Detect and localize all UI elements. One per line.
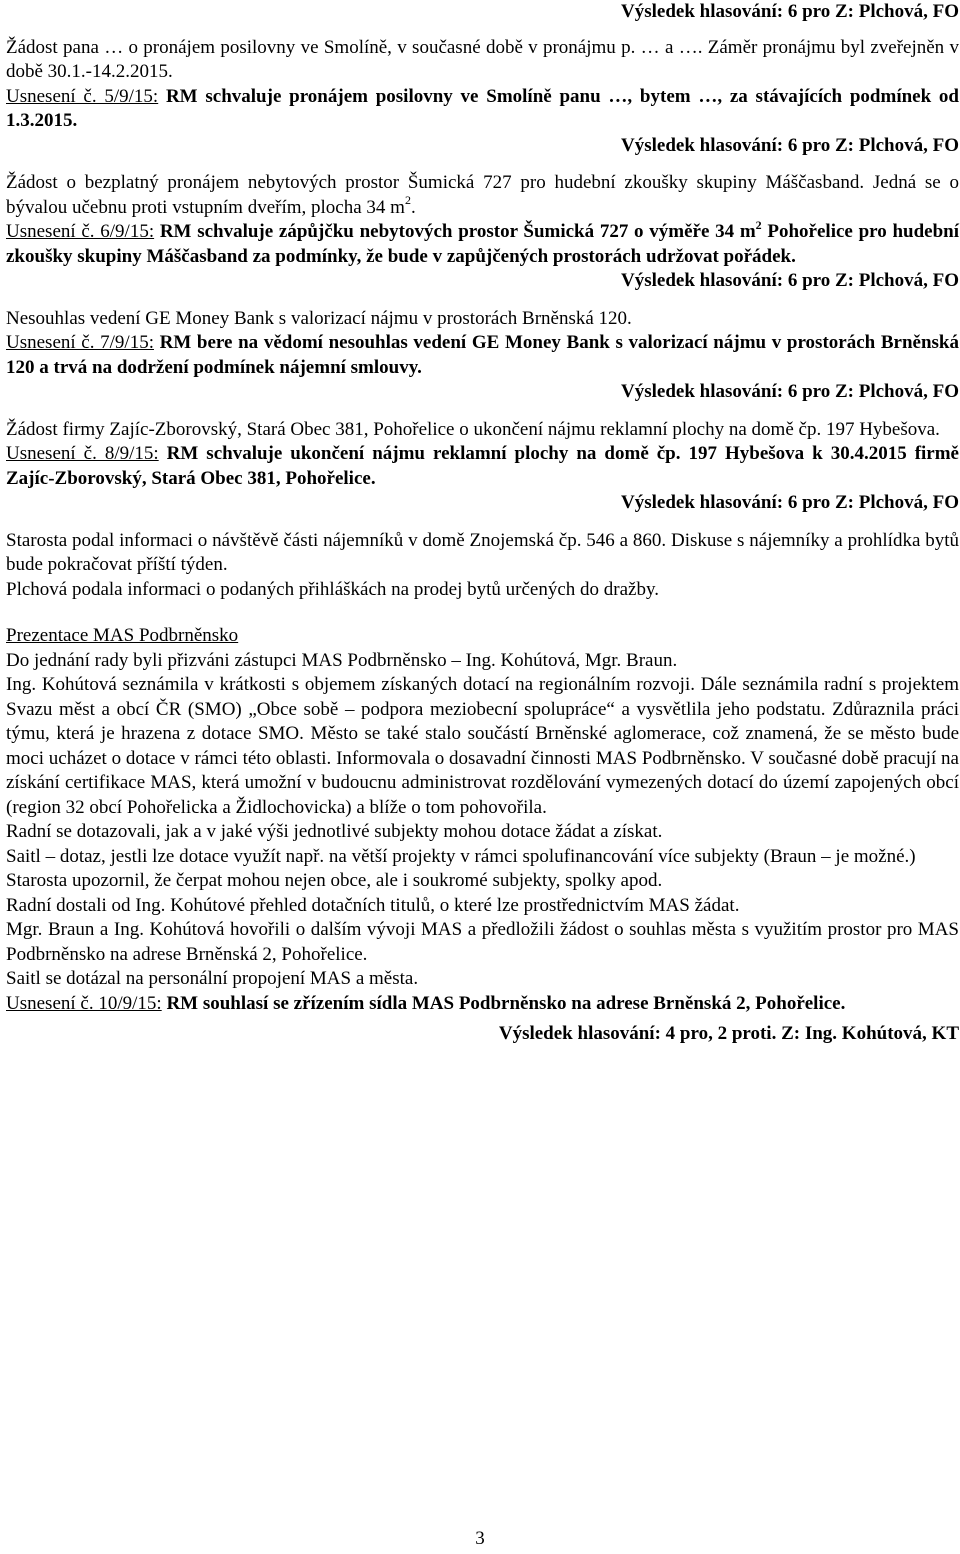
request-text-part: . xyxy=(410,196,416,218)
resolution xyxy=(6,217,959,269)
request-text: Žádost pana … o pronájem posilovny ve Smolíně, v současné době v pronájmu p. … a …. Záměr pronájmu byl zveřejněn v době 30.1.-14.2.2015. xyxy=(6,36,959,82)
resolution-label: Usnesení č. 6/9/15: xyxy=(6,221,155,242)
info-paragraph: Plchová podala informaci o podaných přihláškách na prodej bytů určených do dražby. xyxy=(6,578,659,600)
vote-result: Výsledek hlasování: 6 pro Z: Plchová, FO xyxy=(621,1,959,22)
resolution-text: RM schvaluje zápůjčku nebytových prostor Šumická 727 o výměře 34 m xyxy=(154,221,756,242)
info-paragraph: Starosta upozornil, že čerpat mohou nejen obce, ale i soukromé subjekty, spolky apod. xyxy=(6,870,663,891)
info-paragraph: Mgr. Braun a Ing. Kohútová hovořili o dalším vývoji MAS a předložili žádost o souhlas města s využitím prostor pro MAS Podbrněnsko na adrese Brněnská 2, Pohořelice. xyxy=(6,919,959,965)
resolution-text: RM bere na vědomí nesouhlas vedení GE Money Bank s valorizací nájmu v prostorách Brněnská 120 a trvá na dodržení podmínek nájemní smlouvy. xyxy=(6,332,959,378)
vote-result: Výsledek hlasování: 6 pro Z: Plchová, FO xyxy=(621,492,959,513)
superscript: 2 xyxy=(404,193,411,208)
request-text: Žádost firmy Zajíc-Zborovský, Stará Obec 381, Pohořelice o ukončení nájmu reklamní plochy na domě čp. 197 Hybešova. xyxy=(6,418,940,440)
info-paragraph: Do jednání rady byli přizváni zástupci MAS Podbrněnsko – Ing. Kohútová, Mgr. Braun. xyxy=(6,649,678,671)
request-text-part: Žádost o bezplatný pronájem nebytových prostor Šumická 727 pro hudební zkoušky skupiny Máščasband. Jedná se o bývalou učebnu proti vstupním dveřím, plocha 34 m xyxy=(6,172,959,218)
vote-result: Výsledek hlasování: 4 pro, 2 proti. Z: Ing. Kohútová, KT xyxy=(498,1023,959,1044)
resolution xyxy=(6,85,959,134)
info-paragraph: Saitl – dotaz, jestli lze dotace využít např. na větší projekty v rámci spolufinancování více subjekty (Braun – je možné.) xyxy=(6,845,916,867)
resolution-label: Usnesení č. 8/9/15: xyxy=(6,443,159,464)
section-heading: Prezentace MAS Podbrněnsko xyxy=(6,625,239,646)
resolution-text: Pohořelice pro hudební zkoušky skupiny Máščasband za podmínky, že bude v zapůjčených prostorách udržovat pořádek. xyxy=(6,221,959,267)
info-paragraph: Radní se dotazovali, jak a v jaké výši jednotlivé subjekty mohou dotace žádat a získat. xyxy=(6,821,663,842)
resolution-label: Usnesení č. 5/9/15: xyxy=(6,85,159,107)
vote-result: Výsledek hlasování: 6 pro Z: Plchová, FO xyxy=(621,134,959,156)
request-text xyxy=(6,171,959,220)
vote-result: Výsledek hlasování: 6 pro Z: Plchová, FO xyxy=(621,270,959,291)
resolution xyxy=(6,331,959,380)
resolution-text: RM schvaluje ukončení nájmu reklamní plochy na domě čp. 197 Hybešova k 30.4.2015 firmě Zajíc-Zborovský, Stará Obec 381, Pohořelice. xyxy=(6,443,959,489)
request-text: Nesouhlas vedení GE Money Bank s valorizací nájmu v prostorách Brněnská 120. xyxy=(6,307,632,329)
superscript: 2 xyxy=(755,217,762,232)
info-paragraph: Starosta podal informaci o návštěvě části nájemníků v domě Znojemská čp. 546 a 860. Diskuse s nájemníky a prohlídka bytů bude pokračovat příští týden. xyxy=(6,529,959,575)
resolution-label: Usnesení č. 10/9/15: xyxy=(6,992,162,1014)
vote-result: Výsledek hlasování: 6 pro Z: Plchová, FO xyxy=(621,381,959,402)
info-paragraph: Radní dostali od Ing. Kohútové přehled dotačních titulů, o které lze prostřednictvím MAS žádat. xyxy=(6,894,740,916)
resolution xyxy=(6,992,959,1017)
page-number: 3 xyxy=(475,1528,485,1549)
info-paragraph: Saitl se dotázal na personální propojení MAS a města. xyxy=(6,968,419,989)
resolution-label: Usnesení č. 7/9/15: xyxy=(6,332,154,353)
resolution xyxy=(6,442,959,491)
resolution-text: RM souhlasí se zřízením sídla MAS Podbrněnsko na adrese Brněnská 2, Pohořelice. xyxy=(161,992,846,1014)
info-paragraph: Ing. Kohútová seznámila v krátkosti s objemem získaných dotací na regionálním rozvoji. Dále seznámila radní s projektem Svazu měst a obcí ČR (SMO) „Obce sobě – podpora meziobecní spolupráce“ a vysvětlila jeho podstatu. Zdůraznila práci týmu, která je hrazena z dotace SMO. Město se také stalo součástí Brněnské aglomerace, což znamená, že se město bude moci ucházet o dotace v rámci této oblasti. Informovala o dosavadní činnosti MAS Podbrněnsko. V současné době pracují na získání certifikace MAS, která umožní v budoucnu administrovat rozdělování vymezených dotací do území zapojených obcí (region 32 obcí Pohořelicka a Židlochovicka) a blíže o tom pohovořila. xyxy=(6,674,959,818)
resolution-text: RM schvaluje pronájem posilovny ve Smolíně panu …, bytem …, za stávajících podmínek od 1.3.2015. xyxy=(6,85,959,131)
